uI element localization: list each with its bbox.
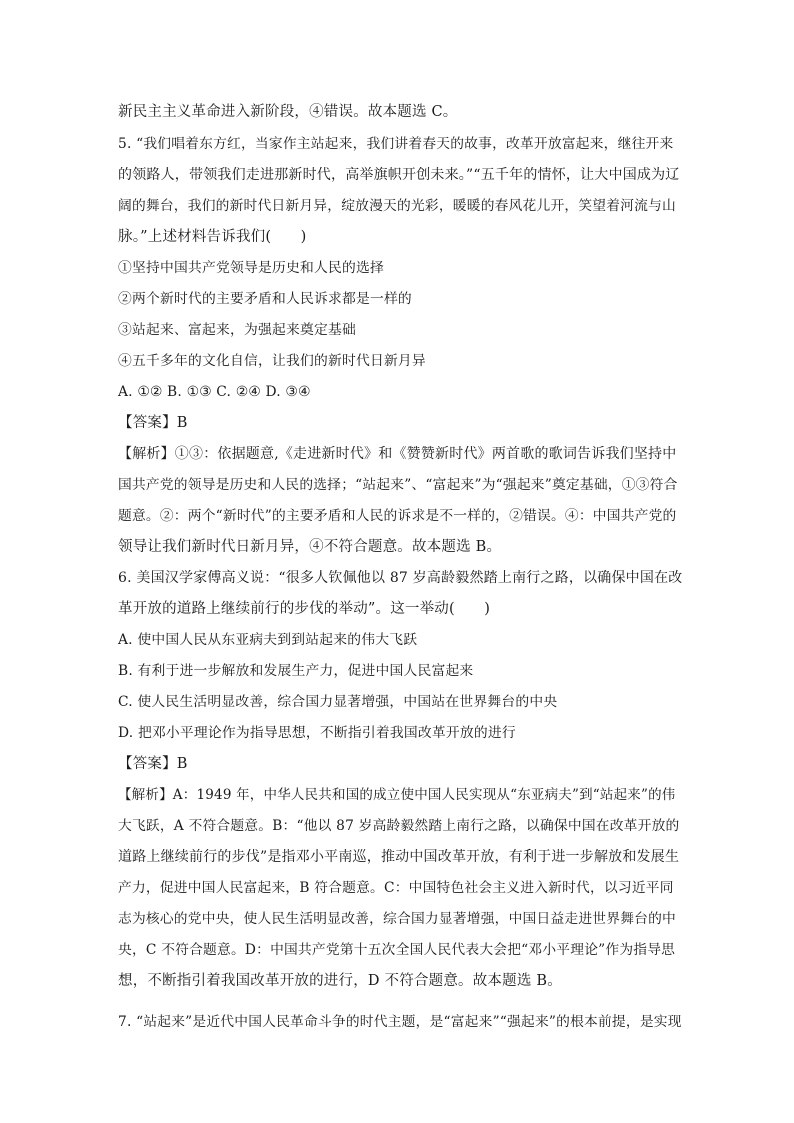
q6-analysis-line: 志为核心的党中央，使人民生活明显改善，综合国力显著增强，中国日益走进世界舞台的中 (118, 911, 677, 927)
q4-tail-text: 新民主主义革命进入新阶段，④错误。故本题选 C。 (118, 104, 458, 120)
q5-analysis-line: 领导让我们新时代日新月异，④不符合题意。故本题选 B。 (118, 539, 502, 555)
q6-analysis-line: 【解析】A：1949 年，中华人民共和国的成立使中国人民实现从“东亚病夫”到“站起来”的伟 (118, 787, 676, 803)
q6-stem-line: 6. 美国汉学家傅高义说：“很多人钦佩他以 87 岁高龄毅然踏上南行之路，以确保中国在改 (118, 570, 683, 586)
q5-stem-line: 5. “我们唱着东方红，当家作主站起来，我们讲着春天的故事，改革开放富起来，继往开来 (118, 136, 674, 152)
q6-analysis-line: 产力，促进中国人民富起来，B 符合题意。C：中国特色社会主义进入新时代，以习近平同 (118, 880, 674, 896)
q6-analysis-line: 道路上继续前行的步伐”是指邓小平南巡，推动中国改革开放，有利于进一步解放和发展生 (118, 849, 680, 865)
q5-stem-line: 阔的舞台，我们的新时代日新月异，绽放漫天的光彩，暖暖的春风花儿开，笑望着河流与山 (118, 198, 677, 214)
q6-option-b: B. 有利于进一步解放和发展生产力，促进中国人民富起来 (118, 663, 474, 679)
q5-statement: ④五千多年的文化自信，让我们的新时代日新月异 (118, 353, 426, 369)
q5-stem-line: 的领路人，带领我们走进那新时代，高举旗帜开创未来。”“五千年的情怀，让大中国成为辽 (118, 167, 680, 183)
q5-statement: ②两个新时代的主要矛盾和人民诉求都是一样的 (118, 291, 412, 307)
q7-stem-line: 7. “站起来”是近代中国人民革命斗争的时代主题，是“富起来”“强起来”的根本前提，是实现 (118, 1014, 682, 1030)
q6-answer: 【答案】B (118, 756, 188, 772)
q6-option-d: D. 把邓小平理论作为指导思想，不断指引着我国改革开放的进行 (118, 725, 516, 741)
q5-choices: A. ①② B. ①③ C. ②④ D. ③④ (118, 384, 311, 400)
q6-analysis-line: 央，C 不符合题意。D：中国共产党第十五次全国人民代表大会把“邓小平理论”作为指导思 (118, 942, 676, 958)
q5-statement: ①坚持中国共产党领导是历史和人民的选择 (118, 260, 384, 276)
q5-statement: ③站起来、富起来，为强起来奠定基础 (118, 322, 356, 338)
q6-analysis-line: 大飞跃，A 不符合题意。B：“他以 87 岁高龄毅然踏上南行之路，以确保中国在改革开放的 (118, 818, 680, 834)
q5-answer: 【答案】B (118, 415, 188, 431)
q5-analysis-line: 题意。②：两个“新时代”的主要矛盾和人民的诉求是不一样的，②错误。④：中国共产党的 (118, 508, 677, 524)
q6-analysis-line: 想，不断指引着我国改革开放的进行，D 不符合题意。故本题选 B。 (118, 973, 562, 989)
q5-analysis-line: 【解析】①③：依据题意,《走进新时代》和《赞赞新时代》两首歌的歌词告诉我们坚持中 (118, 446, 677, 462)
q5-analysis-line: 国共产党的领导是历史和人民的选择；“站起来”、“富起来”为“强起来”奠定基础，①③符合 (118, 477, 678, 493)
q5-stem-line: 脉。”上述材料告诉我们( ) (118, 229, 307, 245)
q6-stem-line: 革开放的道路上继续前行的步伐的举动”。这一举动( ) (118, 601, 491, 617)
q6-option-a: A. 使中国人民从东亚病夫到到站起来的伟大飞跃 (118, 632, 418, 648)
q6-option-c: C. 使人民生活明显改善，综合国力显著增强，中国站在世界舞台的中央 (118, 694, 558, 710)
